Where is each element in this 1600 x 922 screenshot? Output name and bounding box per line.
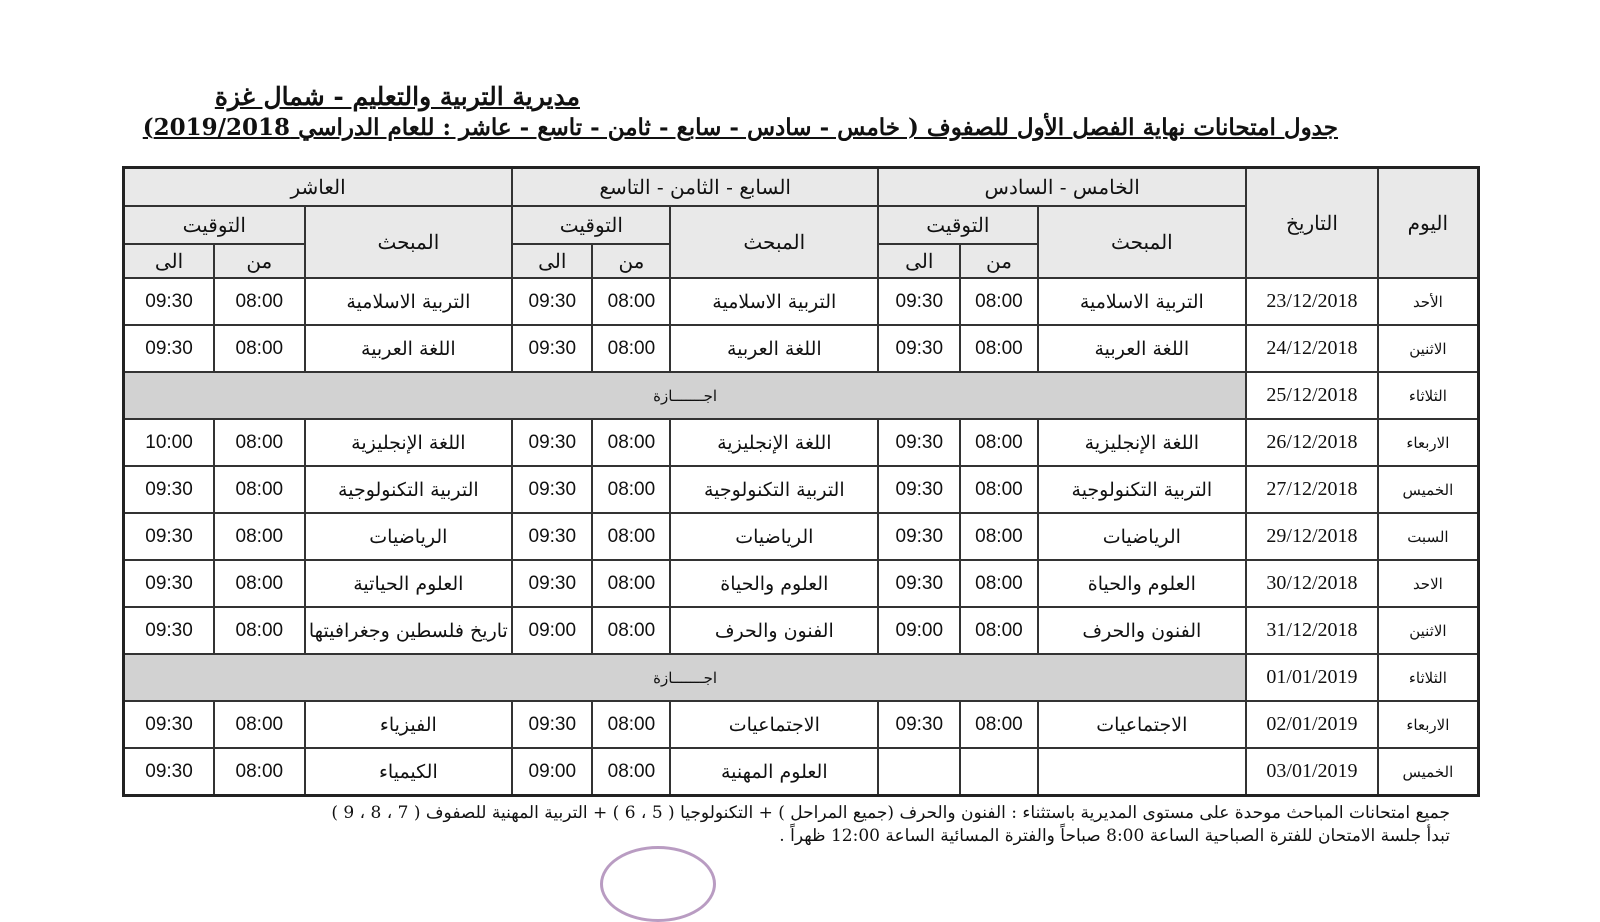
cell-time-from: 08:00	[214, 466, 304, 513]
cell-date: 31/12/2018	[1246, 607, 1378, 654]
table-row	[124, 701, 1479, 748]
cell-time-from	[960, 748, 1037, 796]
cell-time-to: 09:30	[878, 701, 960, 748]
cell-subject: العلوم والحياة	[1038, 560, 1247, 607]
cell-time-from: 08:00	[214, 748, 304, 796]
cell-subject: اللغة الإنجليزية	[1038, 419, 1247, 466]
cell-time-to: 09:30	[124, 607, 215, 654]
cell-day: الاربعاء	[1378, 419, 1479, 466]
cell-subject: اللغة العربية	[1038, 325, 1247, 372]
cell-time-from: 08:00	[214, 607, 304, 654]
cell-subject: اللغة الإنجليزية	[305, 419, 513, 466]
cell-time-from: 08:00	[214, 325, 304, 372]
header-day: اليوم	[1378, 168, 1479, 279]
cell-subject: التربية التكنولوجية	[1038, 466, 1247, 513]
cell-time-to: 09:30	[512, 419, 592, 466]
cell-subject: الفنون والحرف	[1038, 607, 1247, 654]
cell-day: السبت	[1378, 513, 1479, 560]
table-row	[124, 748, 1479, 796]
cell-time-to: 09:30	[512, 325, 592, 372]
cell-time-from: 08:00	[960, 466, 1037, 513]
cell-date: 23/12/2018	[1246, 278, 1378, 325]
cell-time-from: 08:00	[592, 748, 670, 796]
cell-time-from: 08:00	[592, 701, 670, 748]
cell-subject: العلوم والحياة	[670, 560, 878, 607]
table-row	[124, 278, 1479, 325]
cell-time-from: 08:00	[214, 560, 304, 607]
cell-subject: الكيمياء	[305, 748, 513, 796]
cell-time-to: 09:00	[512, 607, 592, 654]
cell-day: الاثنين	[1378, 325, 1479, 372]
holiday-row	[124, 372, 1479, 419]
header-to: الى	[124, 244, 215, 278]
cell-time-to: 09:30	[124, 325, 215, 372]
cell-time-from: 08:00	[960, 278, 1037, 325]
cell-time-to	[878, 748, 960, 796]
schedule-title: جدول امتحانات نهاية الفصل الأول للصفوف ( خامس - سادس - سابع - ثامن - تاسع - عاشر : للعام الدراسي 2019/2018)	[142, 114, 1338, 141]
cell-subject: الفنون والحرف	[670, 607, 878, 654]
footnote-line-1: جميع امتحانات المباحث موحدة على مستوى المديرية باستثناء : الفنون والحرف (جميع المراحل ) + التكنولوجيا ( 5 ، 6 ) + التربية المهنية للصفوف ( 7 ، 8 ، 9 )	[331, 803, 1450, 823]
header-from: من	[592, 244, 670, 278]
exam-schedule-table	[122, 166, 1480, 797]
cell-time-from: 08:00	[960, 325, 1037, 372]
official-stamp	[600, 846, 716, 922]
header-timing: التوقيت	[878, 206, 1037, 244]
cell-subject: العلوم الحياتية	[305, 560, 513, 607]
table-row	[124, 513, 1479, 560]
holiday-row	[124, 654, 1479, 701]
cell-date: 03/01/2019	[1246, 748, 1378, 796]
header-group-1: الخامس - السادس	[878, 168, 1246, 207]
cell-time-to: 09:30	[124, 560, 215, 607]
cell-subject: تاريخ فلسطين وجغرافيتها	[305, 607, 513, 654]
cell-subject: اللغة العربية	[670, 325, 878, 372]
table-row	[124, 607, 1479, 654]
cell-time-to: 09:30	[512, 513, 592, 560]
cell-date: 27/12/2018	[1246, 466, 1378, 513]
table-row	[124, 325, 1479, 372]
header-subject: المبحث	[670, 206, 878, 278]
cell-time-from: 08:00	[592, 513, 670, 560]
cell-subject	[1038, 748, 1247, 796]
cell-date: 25/12/2018	[1246, 372, 1378, 419]
cell-time-to: 09:30	[124, 513, 215, 560]
cell-subject: التربية التكنولوجية	[305, 466, 513, 513]
cell-time-to: 09:30	[878, 278, 960, 325]
cell-subject: التربية الاسلامية	[305, 278, 513, 325]
cell-day: الخميس	[1378, 466, 1479, 513]
cell-subject: العلوم المهنية	[670, 748, 878, 796]
header-to: الى	[878, 244, 960, 278]
cell-time-to: 09:30	[124, 466, 215, 513]
cell-time-to: 09:30	[878, 560, 960, 607]
cell-day: الخميس	[1378, 748, 1479, 796]
footnotes	[100, 802, 1450, 848]
cell-subject: الاجتماعيات	[1038, 701, 1247, 748]
cell-date: 02/01/2019	[1246, 701, 1378, 748]
cell-date: 26/12/2018	[1246, 419, 1378, 466]
header-date: التاريخ	[1246, 168, 1378, 279]
cell-date: 24/12/2018	[1246, 325, 1378, 372]
header-subject: المبحث	[1038, 206, 1247, 278]
table-row	[124, 419, 1479, 466]
cell-time-to: 09:30	[878, 466, 960, 513]
cell-time-from: 08:00	[592, 466, 670, 513]
cell-time-to: 09:30	[878, 325, 960, 372]
cell-time-to: 09:30	[512, 278, 592, 325]
holiday-label: اجـــــــازة	[124, 654, 1247, 701]
cell-time-to: 09:30	[878, 513, 960, 560]
cell-day: الثلاثاء	[1378, 372, 1479, 419]
cell-day: الاثنين	[1378, 607, 1479, 654]
cell-date: 01/01/2019	[1246, 654, 1378, 701]
header-group-2: السابع - الثامن - التاسع	[512, 168, 878, 207]
cell-subject: اللغة الإنجليزية	[670, 419, 878, 466]
footnote-line-2: تبدأ جلسة الامتحان للفترة الصباحية الساعة 8:00 صباحاً والفترة المسائية الساعة 12:00 ظهراً .	[779, 826, 1450, 846]
cell-time-to: 09:00	[512, 748, 592, 796]
cell-subject: الرياضيات	[1038, 513, 1247, 560]
cell-time-to: 09:30	[512, 701, 592, 748]
cell-time-to: 09:00	[878, 607, 960, 654]
cell-subject: الرياضيات	[305, 513, 513, 560]
cell-subject: الفيزياء	[305, 701, 513, 748]
cell-time-from: 08:00	[214, 278, 304, 325]
cell-time-from: 08:00	[592, 419, 670, 466]
holiday-label: اجـــــــازة	[124, 372, 1247, 419]
header-from: من	[214, 244, 304, 278]
cell-time-from: 08:00	[960, 419, 1037, 466]
header-to: الى	[512, 244, 592, 278]
cell-time-from: 08:00	[960, 701, 1037, 748]
cell-subject: الرياضيات	[670, 513, 878, 560]
cell-time-from: 08:00	[960, 560, 1037, 607]
header-from: من	[960, 244, 1037, 278]
cell-day: الأحد	[1378, 278, 1479, 325]
cell-time-from: 08:00	[592, 560, 670, 607]
header-timing: التوقيت	[512, 206, 670, 244]
cell-time-to: 09:30	[124, 748, 215, 796]
header-subject: المبحث	[305, 206, 513, 278]
cell-time-from: 08:00	[592, 325, 670, 372]
cell-time-from: 08:00	[960, 607, 1037, 654]
cell-date: 30/12/2018	[1246, 560, 1378, 607]
cell-time-from: 08:00	[960, 513, 1037, 560]
table-row	[124, 466, 1479, 513]
cell-time-to: 09:30	[124, 278, 215, 325]
cell-time-to: 09:30	[512, 466, 592, 513]
directorate-title: مديرية التربية والتعليم - شمال غزة	[214, 82, 580, 111]
table-row	[124, 560, 1479, 607]
cell-subject: التربية الاسلامية	[1038, 278, 1247, 325]
cell-subject: التربية الاسلامية	[670, 278, 878, 325]
schedule-body	[124, 278, 1479, 796]
cell-time-to: 09:30	[512, 560, 592, 607]
cell-time-to: 09:30	[878, 419, 960, 466]
cell-time-from: 08:00	[214, 513, 304, 560]
cell-time-to: 10:00	[124, 419, 215, 466]
cell-subject: التربية التكنولوجية	[670, 466, 878, 513]
cell-subject: الاجتماعيات	[670, 701, 878, 748]
cell-time-from: 08:00	[214, 419, 304, 466]
cell-time-from: 08:00	[592, 278, 670, 325]
cell-day: الاربعاء	[1378, 701, 1479, 748]
cell-time-from: 08:00	[592, 607, 670, 654]
cell-subject: اللغة العربية	[305, 325, 513, 372]
cell-date: 29/12/2018	[1246, 513, 1378, 560]
header-group-3: العاشر	[124, 168, 513, 207]
cell-day: الاحد	[1378, 560, 1479, 607]
cell-time-to: 09:30	[124, 701, 215, 748]
cell-time-from: 08:00	[214, 701, 304, 748]
header-timing: التوقيت	[124, 206, 305, 244]
cell-day: الثلاثاء	[1378, 654, 1479, 701]
